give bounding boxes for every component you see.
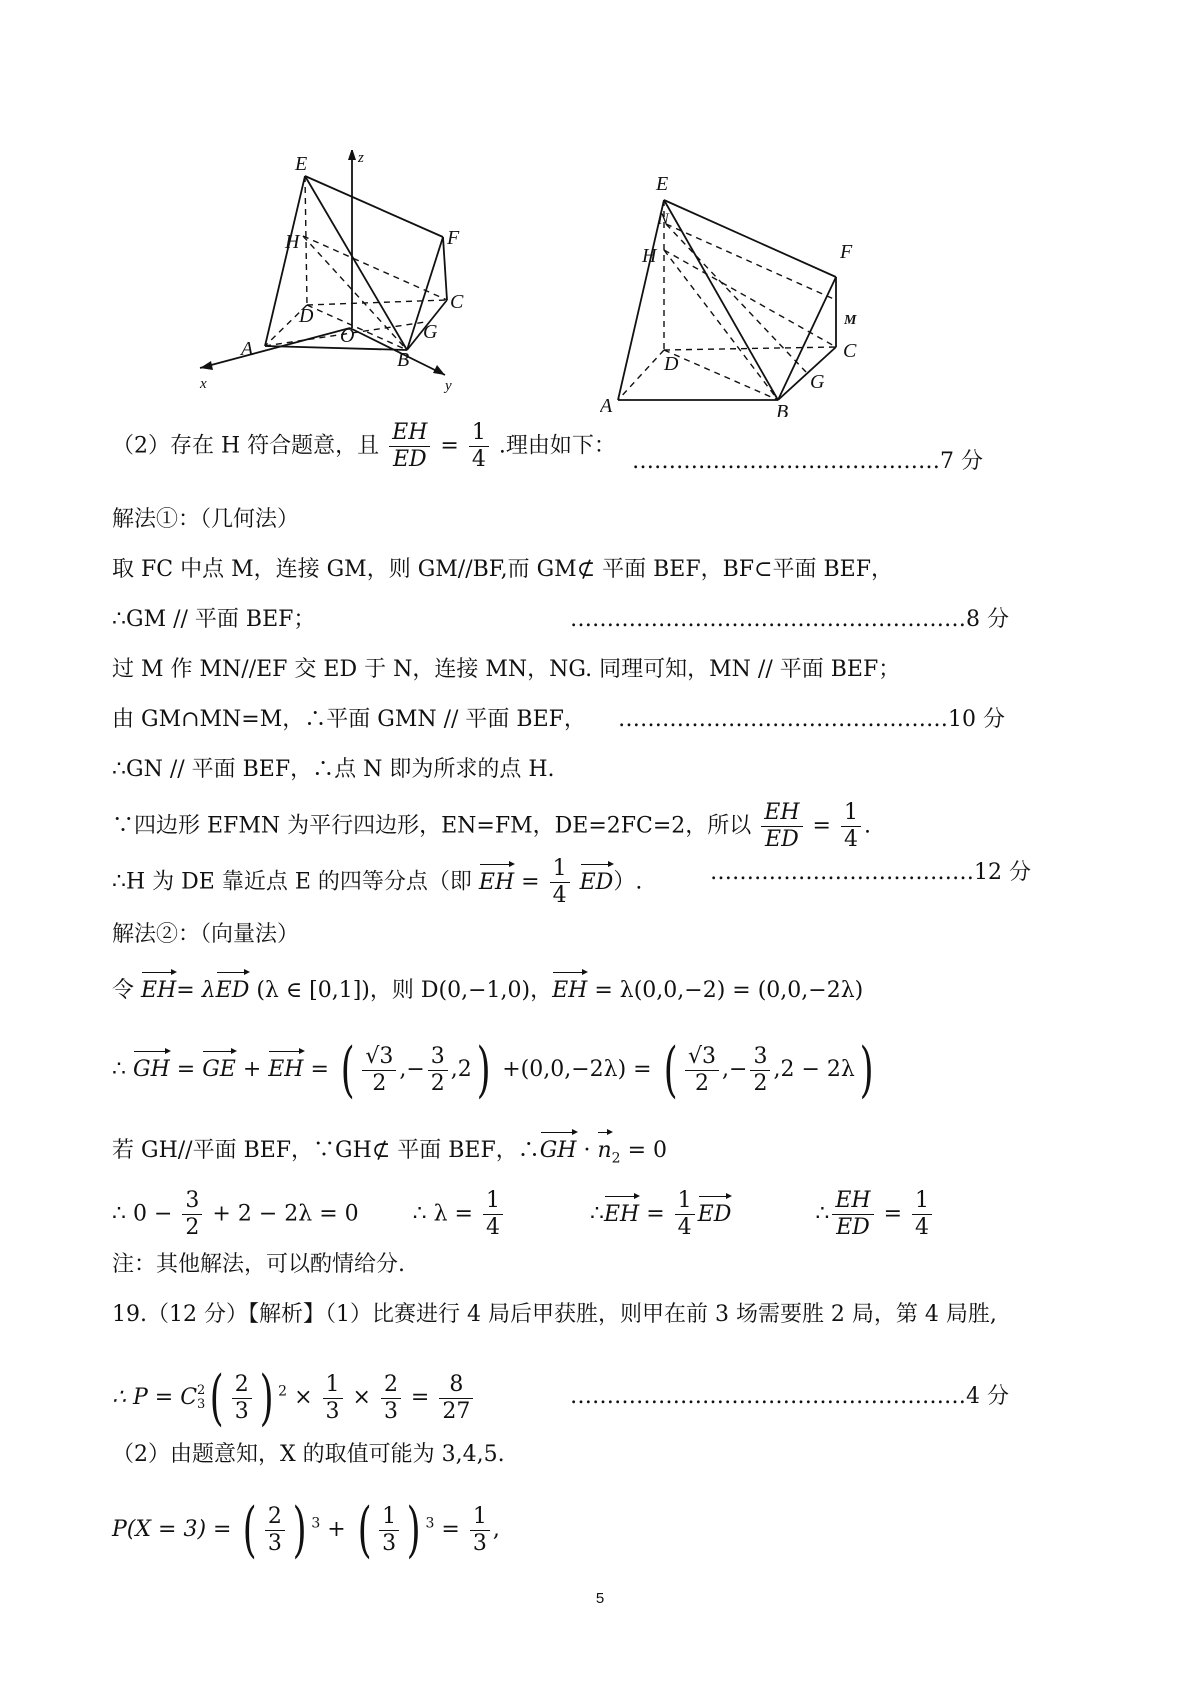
label-x: x bbox=[200, 376, 207, 392]
vector: ED bbox=[216, 970, 250, 1006]
text-line: 若 GH//平面 BEF，∵GH⊄ 平面 BEF，∴GH · $n_2 = 0$ bbox=[112, 1130, 667, 1173]
fraction: $\frac{1}{4}$ bbox=[483, 1188, 503, 1241]
question-19-line: 19.（12 分）【解析】（1）比赛进行 4 局后甲获胜，则甲在前 3 场需要胜 2 局，第 4 局胜, bbox=[112, 1302, 997, 1327]
label-B: B bbox=[397, 349, 410, 371]
vector: EH bbox=[604, 1194, 639, 1230]
label-B: B bbox=[776, 401, 789, 417]
right-geometry-figure bbox=[600, 172, 880, 417]
text-line: 由 GM∩MN=M，∴平面 GMN // 平面 BEF， bbox=[112, 707, 586, 732]
fraction: $\frac{1}{4}$ bbox=[912, 1188, 932, 1241]
fraction: $\frac{EH}{ED}$ bbox=[761, 800, 802, 853]
text-line: ∵四边形 EFMN 为平行四边形，EN=FM，DE=2FC=2，所以 $\frac{EH}{ED}$ = $\frac{1}{4}$ . bbox=[112, 800, 871, 852]
vector: ED bbox=[580, 862, 614, 898]
label-E: E bbox=[295, 153, 308, 175]
label-A: A bbox=[241, 338, 254, 360]
points-label: ………………………………12 分 bbox=[710, 860, 1031, 885]
fraction: $\frac{EH}{ED}$ bbox=[389, 420, 430, 473]
vector: GH bbox=[540, 1130, 577, 1166]
text-line: 取 FC 中点 M，连接 GM，则 GM//BF,而 GM⊄ 平面 BEF，BF⊂平面 BEF， bbox=[112, 557, 893, 582]
method1-title: 解法①：（几何法） bbox=[112, 507, 300, 532]
fraction: $\frac{2}{3}$ bbox=[265, 1504, 285, 1557]
fraction: $\frac{1}{3}$ bbox=[323, 1372, 343, 1425]
note-line: 注：其他解法，可以酌情给分. bbox=[112, 1252, 405, 1277]
fraction: $\frac{1}{3}$ bbox=[379, 1504, 399, 1557]
text-line: （2）由题意知，X 的取值可能为 3,4,5. bbox=[112, 1442, 505, 1467]
fraction: $\frac{1}{4}$ bbox=[469, 420, 489, 473]
text-line: ∴GN // 平面 BEF，∴点 N 即为所求的点 H. bbox=[112, 757, 555, 782]
text-line: ∴ P = C 2 3 ( $\frac{2}{3}$ ) $^2$ × $\frac{1}{3}$ × $\frac{2}{3}$ = $\frac{8}{27}$ bbox=[112, 1368, 476, 1428]
text-line: ∴ GH = GE + EH = ( $\frac{√3}{2}$ ,− $\frac{3}{2}$ ,2) +(0,0,−2λ) = ( $\frac{√3}{2}$ ,− $\frac{3}{2}$ ,2 − 2λ) bbox=[112, 1035, 874, 1105]
label-E: E bbox=[656, 173, 669, 195]
text-line: ∴GM // 平面 BEF； bbox=[112, 607, 316, 632]
label-C: C bbox=[843, 340, 857, 362]
vector: GH bbox=[133, 1049, 170, 1085]
label-H: H bbox=[642, 245, 657, 267]
label-F: F bbox=[447, 227, 460, 249]
points-label: ………………………………………………8 分 bbox=[570, 607, 1009, 632]
fraction: $\frac{√3}{2}$ bbox=[362, 1044, 396, 1097]
label-z: z bbox=[358, 150, 364, 166]
points-label: ………………………………………10 分 bbox=[618, 707, 1005, 732]
label-D: D bbox=[664, 353, 679, 375]
vector: EH bbox=[268, 1049, 303, 1085]
label-D: D bbox=[299, 305, 314, 327]
text-line: P(X = 3) = ( $\frac{2}{3}$ ) $^3$ + ( $\frac{1}{3}$ ) $^3$ = $\frac{1}{3}$ , bbox=[112, 1495, 500, 1565]
method2-title: 解法②：（向量法） bbox=[112, 922, 300, 947]
fraction: $\frac{1}{3}$ bbox=[470, 1504, 490, 1557]
points-label: ………………………………………………4 分 bbox=[570, 1384, 1009, 1409]
fraction: $\frac{2}{3}$ bbox=[232, 1372, 252, 1425]
fraction: $\frac{3}{2}$ bbox=[182, 1188, 202, 1241]
text-line: 过 M 作 MN//EF 交 ED 于 N，连接 MN，NG. 同理可知，MN // 平面 BEF； bbox=[112, 657, 901, 682]
fraction: $\frac{1}{4}$ bbox=[841, 800, 861, 853]
page-number: 5 bbox=[595, 1590, 605, 1607]
vector: EH bbox=[141, 970, 176, 1006]
fraction: $\frac{3}{2}$ bbox=[750, 1044, 770, 1097]
vector: EH bbox=[552, 970, 587, 1006]
fraction: $\frac{8}{27}$ bbox=[439, 1372, 473, 1425]
part2-heading: （2）存在 H 符合题意，且 $\frac{EH}{ED}$ = $\frac{1}{4}$ .理由如下： bbox=[112, 420, 616, 472]
vector: EH bbox=[479, 862, 514, 898]
label-N: N bbox=[658, 211, 669, 228]
text-line: 令 EH= λED (λ ∈ [0,1])，则 D(0,−1,0)，EH = λ(0,0,−2) = (0,0,−2λ) bbox=[112, 970, 863, 1006]
fraction: $\frac{2}{3}$ bbox=[381, 1372, 401, 1425]
label-O: O bbox=[340, 325, 355, 347]
fraction: $\frac{1}{4}$ bbox=[550, 856, 570, 909]
label-A: A bbox=[600, 395, 613, 417]
label-y: y bbox=[445, 378, 452, 394]
fraction: $\frac{3}{2}$ bbox=[428, 1044, 448, 1097]
vector: GE bbox=[202, 1049, 236, 1085]
left-geometry-figure bbox=[195, 150, 515, 395]
label-G: G bbox=[810, 371, 825, 393]
label-H: H bbox=[285, 231, 300, 253]
vector: n bbox=[597, 1130, 611, 1166]
points-label: ……………………………………7 分 bbox=[632, 449, 983, 474]
fraction: $\frac{EH}{ED}$ bbox=[832, 1188, 873, 1241]
text-line: ∴H 为 DE 靠近点 E 的四等分点（即 EH = $\frac{1}{4}$ ED）. bbox=[112, 856, 643, 908]
vector: ED bbox=[698, 1194, 732, 1230]
fraction: $\frac{√3}{2}$ bbox=[685, 1044, 719, 1097]
label-M: M bbox=[844, 313, 857, 328]
label-F: F bbox=[840, 241, 853, 263]
fraction: $\frac{1}{4}$ bbox=[675, 1188, 695, 1241]
text-line: ∴ 0 − $\frac{3}{2}$ + 2 − 2λ = 0 ∴ λ = $\frac{1}{4}$ ∴EH = $\frac{1}{4}$ ED ∴ $\frac{EH}{ED}$ = $\frac{1}{4}$ bbox=[112, 1188, 935, 1241]
label-G: G bbox=[423, 321, 438, 343]
label-C: C bbox=[450, 291, 464, 313]
